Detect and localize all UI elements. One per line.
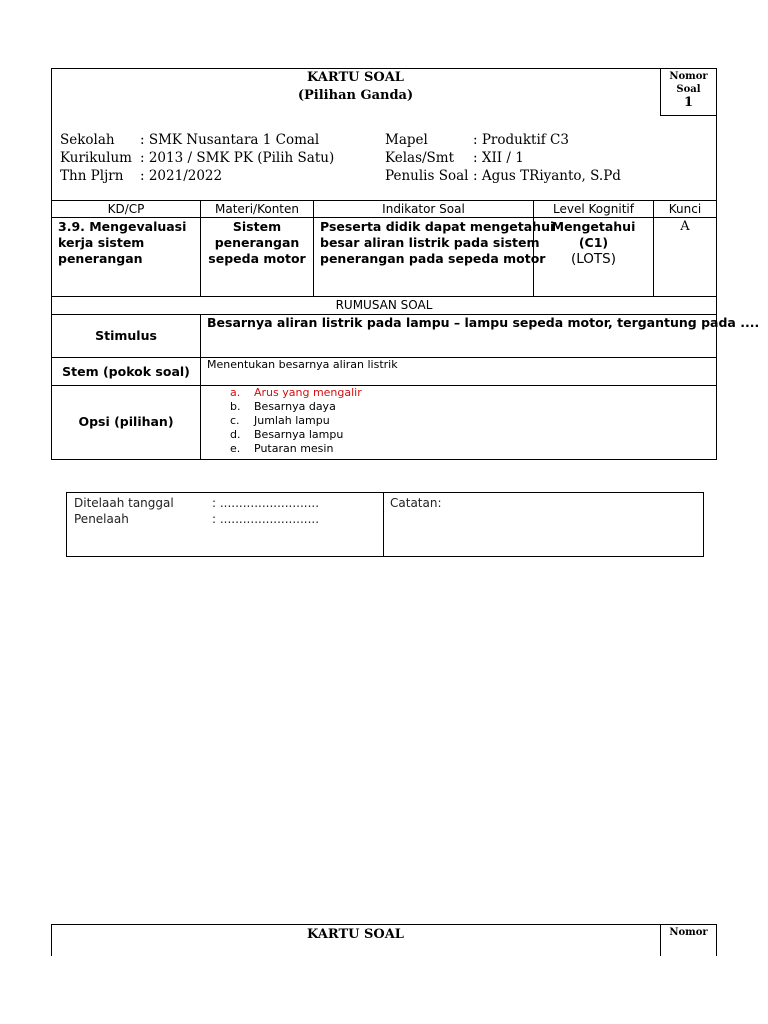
mapel-label: Mapel	[385, 132, 428, 148]
kurikulum-value: : 2013 / SMK PK (Pilih Satu)	[140, 150, 335, 166]
option-item-d	[230, 428, 362, 442]
option-item-e	[230, 442, 362, 456]
kelas-label: Kelas/Smt	[385, 150, 455, 166]
indikator-line: Pseserta didik dapat mengetahui	[320, 219, 555, 234]
card-subtitle: (Pilihan Ganda)	[297, 88, 414, 103]
review-left	[74, 495, 319, 527]
option-item-a	[230, 386, 362, 400]
header-level: Level Kognitif	[553, 202, 634, 216]
penulis-value: : Agus TRiyanto, S.Pd	[473, 168, 621, 184]
indikator-cell	[320, 219, 554, 267]
penulis-label: Penulis Soal	[385, 168, 469, 184]
card2-title: KARTU SOAL	[307, 927, 404, 942]
option-key: a.	[230, 386, 241, 399]
option-text: Besarnya daya	[254, 400, 336, 413]
materi-cell	[201, 219, 313, 267]
materi-line: sepeda motor	[208, 251, 306, 266]
indikator-line: penerangan pada sepeda motor	[320, 251, 546, 266]
option-key: d.	[230, 428, 241, 441]
opsi-list	[230, 386, 362, 456]
level-line: Mengetahui	[551, 219, 636, 234]
option-text: Arus yang mengalir	[254, 386, 362, 399]
catatan-label: Catatan:	[390, 496, 442, 510]
penelaah-label: Penelaah	[74, 512, 129, 526]
nomor-label: Nomor	[669, 71, 708, 82]
info-right	[385, 131, 621, 185]
level-line: (LOTS)	[570, 251, 616, 267]
materi-line: penerangan	[214, 235, 300, 250]
sekolah-value: : SMK Nusantara 1 Comal	[140, 132, 320, 148]
ditelaah-value: : ..........................	[212, 496, 320, 510]
mapel-value: : Produktif C3	[473, 132, 569, 148]
option-text: Putaran mesin	[254, 442, 334, 455]
level-cell	[534, 219, 653, 267]
header-materi: Materi/Konten	[214, 202, 300, 216]
nomor-value: 1	[683, 95, 694, 110]
stimulus-text: Besarnya aliran listrik pada lampu – lampu sepeda motor, tergantung pada ....	[207, 315, 760, 330]
card2-nomor-label: Nomor	[669, 927, 708, 938]
option-item-c	[230, 414, 362, 428]
header-kd-cp: KD/CP	[107, 202, 145, 216]
penelaah-value: : ..........................	[212, 512, 320, 526]
option-key: c.	[230, 414, 240, 427]
kd-line: penerangan	[58, 251, 143, 266]
indikator-line: besar aliran listrik pada sistem	[320, 235, 540, 250]
stem-text: Menentukan besarnya aliran listrik	[207, 358, 398, 371]
kd-line: 3.9. Mengevaluasi	[58, 219, 187, 234]
kd-cell	[58, 219, 186, 267]
opsi-label: Opsi (pilihan)	[78, 414, 174, 429]
option-text: Besarnya lampu	[254, 428, 344, 441]
sekolah-label: Sekolah	[60, 132, 115, 148]
header-kunci: Kunci	[668, 202, 702, 216]
ditelaah-label: Ditelaah tanggal	[74, 496, 174, 510]
thn-pljrn-label: Thn Pljrn	[60, 168, 124, 184]
thn-pljrn-value: : 2021/2022	[140, 168, 223, 184]
kelas-value: : XII / 1	[473, 150, 524, 166]
kunci-cell: A	[680, 219, 690, 234]
card-title: KARTU SOAL	[307, 70, 404, 85]
stimulus-label: Stimulus	[95, 328, 157, 343]
stem-label: Stem (pokok soal)	[62, 364, 190, 379]
kd-line: kerja sistem	[58, 235, 145, 250]
kurikulum-label: Kurikulum	[60, 150, 132, 166]
option-key: b.	[230, 400, 241, 413]
soal-label: Soal	[676, 84, 701, 95]
rumusan-heading: RUMUSAN SOAL	[335, 298, 433, 312]
option-key: e.	[230, 442, 241, 455]
header-indikator: Indikator Soal	[382, 202, 465, 216]
nomor-soal-box	[661, 70, 716, 109]
option-item-b	[230, 400, 362, 414]
materi-line: Sistem	[232, 219, 282, 234]
level-line: (C1)	[578, 235, 609, 250]
option-text: Jumlah lampu	[254, 414, 330, 427]
info-left	[60, 131, 334, 185]
